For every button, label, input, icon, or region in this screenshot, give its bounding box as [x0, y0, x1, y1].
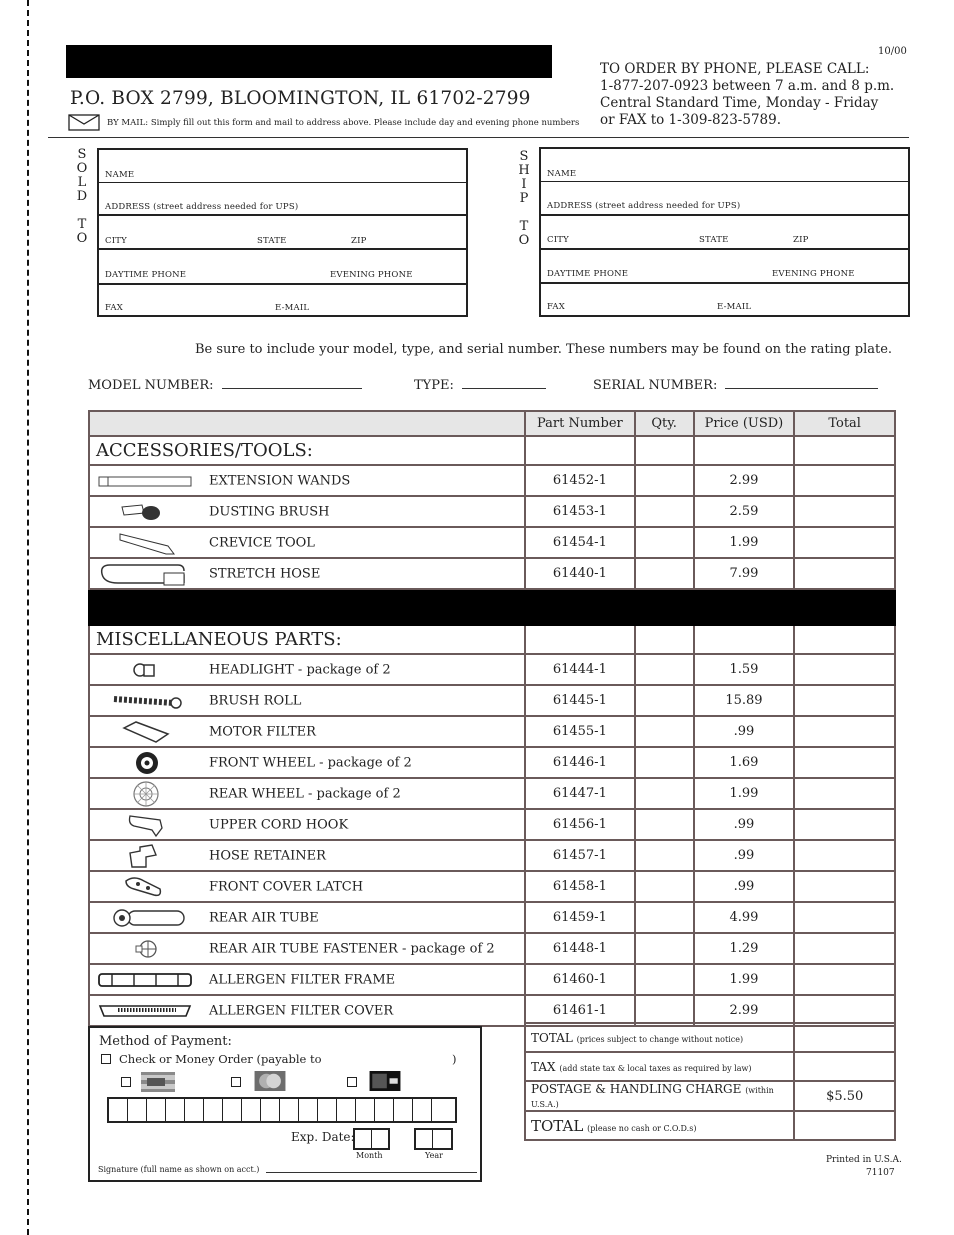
ship-fax-email-field[interactable]: FAX E-MAIL	[547, 302, 752, 312]
header-part-number: Part Number	[525, 411, 635, 436]
card-number-input[interactable]	[107, 1097, 457, 1123]
qty-input[interactable]	[635, 933, 694, 964]
qty-input[interactable]	[635, 496, 694, 527]
filter-frame-icon	[98, 972, 192, 988]
phone-order-info: TO ORDER BY PHONE, PLEASE CALL: 1-877-207-0923 between 7 a.m. and 8 p.m. Central Standard Time, Monday - Friday or FAX to 1-309-823-5789.	[600, 61, 895, 128]
section-row-misc	[89, 625, 895, 654]
table-row: HOSE RETAINER 61457-1 .99	[89, 840, 895, 871]
year-label: Year	[425, 1151, 443, 1160]
section-divider-bar	[89, 589, 895, 625]
cover-latch-icon	[124, 875, 164, 899]
table-row: EXTENSION WANDS 61452-1 2.99	[89, 465, 895, 496]
signature-line[interactable]	[266, 1172, 477, 1173]
po-box-address: P.O. BOX 2799, BLOOMINGTON, IL 61702-2799	[70, 88, 531, 109]
table-row: DUSTING BRUSH 61453-1 2.59	[89, 496, 895, 527]
serial-number-field[interactable]: SERIAL NUMBER:	[593, 376, 878, 393]
amex-card-icon	[368, 1071, 402, 1091]
table-row: BRUSH ROLL 61445-1 15.89	[89, 685, 895, 716]
sold-address-field[interactable]: ADDRESS (street address needed for UPS)	[99, 183, 466, 216]
date-code: 10/00	[878, 46, 907, 57]
visa-checkbox[interactable]	[121, 1077, 131, 1087]
crevice-tool-icon	[118, 530, 176, 556]
qty-input[interactable]	[635, 654, 694, 685]
form-code: 71107	[866, 1168, 895, 1178]
qty-input[interactable]	[635, 716, 694, 747]
postage-value: $5.50	[794, 1081, 895, 1111]
qty-input[interactable]	[635, 747, 694, 778]
filter-cover-icon	[98, 1002, 192, 1020]
divider	[48, 137, 909, 138]
totals-table	[524, 1022, 896, 1141]
table-header-row	[89, 411, 895, 436]
table-row: REAR AIR TUBE FASTENER - package of 2 61448-1 1.29	[89, 933, 895, 964]
total-cell[interactable]	[794, 747, 895, 778]
table-row: HEADLIGHT - package of 2 61444-1 1.59	[89, 654, 895, 685]
cut-line	[27, 0, 29, 1235]
table-row: STRETCH HOSE 61440-1 7.99	[89, 558, 895, 589]
section-title-misc: MISCELLANEOUS PARTS:	[89, 625, 525, 654]
sold-fax-email-field[interactable]: FAX E-MAIL	[105, 303, 310, 313]
total-cell[interactable]	[794, 964, 895, 995]
sold-to-label: S O L D T O	[76, 147, 88, 246]
sold-name-field[interactable]: NAME	[99, 150, 466, 183]
parts-order-table	[88, 410, 896, 1027]
check-money-order-checkbox[interactable]	[101, 1054, 111, 1064]
total-cell[interactable]	[794, 558, 895, 589]
check-money-order-label: Check or Money Order (payable to	[119, 1052, 322, 1066]
table-row: REAR WHEEL - package of 2 61447-1 1.99	[89, 778, 895, 809]
ship-address-field[interactable]: ADDRESS (street address needed for UPS)	[541, 182, 908, 216]
total-cell[interactable]	[794, 871, 895, 902]
ship-to-label: S H I P T O	[518, 149, 530, 248]
ship-phone-field[interactable]: DAYTIME PHONE EVENING PHONE	[541, 250, 908, 284]
ship-name-field[interactable]: NAME	[541, 149, 908, 182]
total-cell[interactable]	[794, 685, 895, 716]
signature-label: Signature (full name as shown on acct.)	[98, 1165, 260, 1174]
total-cell[interactable]	[794, 933, 895, 964]
sold-to-box	[97, 148, 468, 317]
postage-row: POSTAGE & HANDLING CHARGE (within U.S.A.) $5.50	[525, 1081, 895, 1111]
qty-input[interactable]	[635, 465, 694, 496]
mastercard-icon	[253, 1071, 287, 1091]
fastener-icon	[134, 938, 162, 960]
sold-phone-field[interactable]: DAYTIME PHONE EVENING PHONE	[99, 250, 466, 285]
table-row: FRONT WHEEL - package of 2 61446-1 1.69	[89, 747, 895, 778]
payment-title: Method of Payment:	[99, 1034, 232, 1049]
motor-filter-icon	[122, 720, 170, 744]
front-wheel-icon	[134, 750, 160, 776]
visa-card-icon	[141, 1072, 175, 1092]
qty-input[interactable]	[635, 778, 694, 809]
total-cell[interactable]	[794, 527, 895, 558]
qty-input[interactable]	[635, 558, 694, 589]
ship-to-box	[539, 147, 910, 317]
air-tube-icon	[108, 906, 188, 930]
qty-input[interactable]	[635, 964, 694, 995]
type-field[interactable]: TYPE:	[414, 376, 546, 393]
total-cell[interactable]	[794, 654, 895, 685]
total-cell[interactable]	[794, 809, 895, 840]
qty-input[interactable]	[635, 902, 694, 933]
exp-month-input[interactable]	[353, 1128, 390, 1150]
mastercard-checkbox[interactable]	[231, 1077, 241, 1087]
section-title-accessories: ACCESSORIES/TOOLS:	[89, 436, 525, 465]
amex-checkbox[interactable]	[347, 1077, 357, 1087]
total-cell[interactable]	[794, 778, 895, 809]
header-qty: Qty.	[635, 411, 694, 436]
sold-city-state-zip-field[interactable]: CITY STATE ZIP	[99, 216, 466, 250]
qty-input[interactable]	[635, 527, 694, 558]
headlight-icon	[132, 660, 156, 680]
brush-roll-icon	[112, 691, 182, 711]
total-cell[interactable]	[794, 496, 895, 527]
tax-value[interactable]	[794, 1052, 895, 1081]
month-label: Month	[356, 1151, 383, 1160]
total-cell[interactable]	[794, 840, 895, 871]
header-total: Total	[794, 411, 895, 436]
model-number-field[interactable]: MODEL NUMBER:	[88, 376, 362, 393]
by-mail-instructions: BY MAIL: Simply fill out this form and mail to address above. Please include day and evening phone numbers	[107, 118, 580, 128]
table-row: FRONT COVER LATCH 61458-1 .99	[89, 871, 895, 902]
header-black-bar	[66, 45, 552, 78]
section-row-accessories	[89, 436, 895, 465]
qty-input[interactable]	[635, 871, 694, 902]
total-cell[interactable]	[794, 716, 895, 747]
exp-year-input[interactable]	[414, 1128, 453, 1150]
cord-hook-icon	[126, 812, 166, 838]
tax-row: TAX (add state tax & local taxes as required by law)	[525, 1052, 895, 1081]
hose-retainer-icon	[126, 843, 160, 869]
grand-total-value[interactable]	[794, 1111, 895, 1140]
total-value[interactable]	[794, 1023, 895, 1052]
extension-wand-icon	[98, 474, 193, 488]
grand-total-row: TOTAL (please no cash or C.O.D.s)	[525, 1111, 895, 1140]
printed-in-usa: Printed in U.S.A.	[826, 1155, 902, 1165]
exp-date-label: Exp. Date:	[291, 1130, 355, 1144]
table-row: ALLERGEN FILTER COVER 61461-1 2.99	[89, 995, 895, 1026]
qty-input[interactable]	[635, 840, 694, 871]
header-price: Price (USD)	[694, 411, 795, 436]
envelope-icon	[68, 114, 100, 131]
total-cell[interactable]	[794, 902, 895, 933]
stretch-hose-icon	[98, 561, 190, 587]
instructions-text: Be sure to include your model, type, and serial number. These numbers may be found on the rating plate.	[195, 342, 893, 357]
table-row: MOTOR FILTER 61455-1 .99	[89, 716, 895, 747]
table-row: ALLERGEN FILTER FRAME 61460-1 1.99	[89, 964, 895, 995]
ship-city-state-zip-field[interactable]: CITY STATE ZIP	[541, 216, 908, 250]
table-row: CREVICE TOOL 61454-1 1.99	[89, 527, 895, 558]
qty-input[interactable]	[635, 809, 694, 840]
total-cell[interactable]	[794, 465, 895, 496]
table-row: UPPER CORD HOOK 61456-1 .99	[89, 809, 895, 840]
dusting-brush-icon	[120, 501, 162, 523]
payment-method-box: Method of Payment: Check or Money Order (payable to )	[88, 1026, 482, 1182]
rear-wheel-icon	[132, 780, 160, 808]
table-row: REAR AIR TUBE 61459-1 4.99	[89, 902, 895, 933]
qty-input[interactable]	[635, 685, 694, 716]
total-row: TOTAL (prices subject to change without notice)	[525, 1023, 895, 1052]
